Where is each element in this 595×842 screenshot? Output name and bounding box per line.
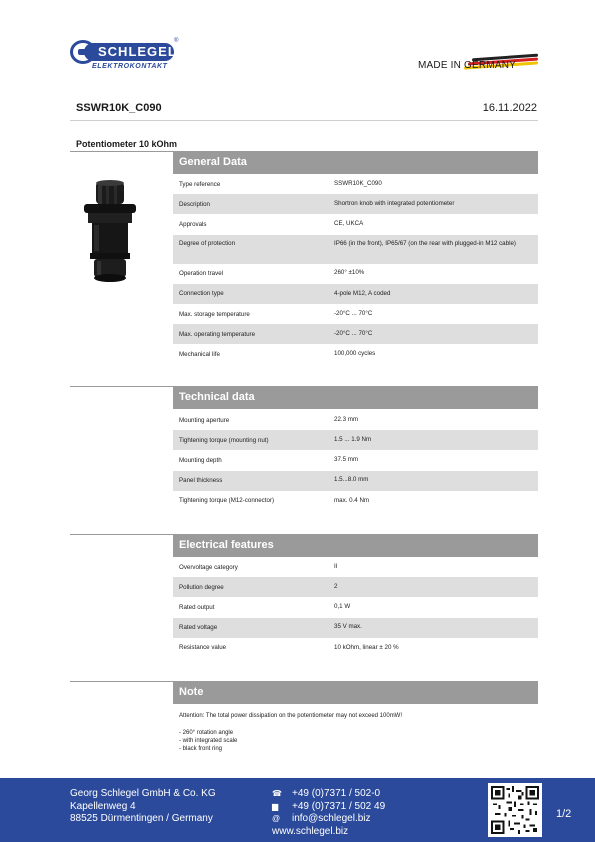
made-in-label: MADE IN GERMANY — [418, 60, 517, 71]
row-value: -20°C ... 70°C — [334, 330, 373, 338]
note-attention: Attention: The total power dissipation on the potentiometer may not exceed 100mW! — [179, 713, 403, 719]
fax-icon: ▆ — [272, 801, 279, 811]
table-row — [173, 264, 538, 284]
row-value: 1.5 ... 1.9 Nm — [334, 436, 372, 444]
row-key: Connection type — [179, 290, 224, 298]
table-row — [173, 450, 538, 470]
table-row — [173, 214, 538, 234]
list-item: - 260° rotation angle — [179, 730, 234, 736]
fax-number: +49 (0)7371 / 502 49 — [292, 800, 386, 812]
row-value: CE, UKCA — [334, 220, 364, 228]
table-row — [173, 284, 538, 304]
row-key: Mechanical life — [179, 350, 220, 358]
row-key: Max. storage temperature — [179, 310, 250, 318]
phone-icon: ☎ — [272, 789, 282, 798]
table-row — [173, 194, 538, 214]
page-number: 1/2 — [556, 808, 572, 820]
row-value: max. 0.4 Nm — [334, 496, 370, 504]
table-row — [173, 174, 538, 194]
row-value: 1.5...8.0 mm — [334, 476, 369, 484]
company-street: Kapellenweg 4 — [70, 800, 136, 812]
document-date: 16.11.2022 — [482, 102, 537, 114]
row-value: II — [334, 562, 338, 570]
table-row — [173, 491, 538, 511]
row-value: 35 V max. — [334, 623, 362, 631]
row-key: Tightening torque (M12-connector) — [179, 497, 275, 505]
email-icon: @ — [272, 814, 281, 823]
row-key: Approvals — [179, 220, 207, 228]
company-address — [70, 788, 216, 826]
logo-wordmark: SCHLEGEL — [84, 43, 174, 61]
row-key: Mounting aperture — [179, 416, 230, 424]
website-link[interactable]: www.schlegel.biz — [272, 825, 349, 837]
row-key: Type reference — [179, 180, 221, 188]
row-value: 10 kOhm, linear ± 20 % — [334, 643, 399, 651]
general-data-table — [173, 174, 538, 365]
company-city: 88525 Dürmentingen / Germany — [70, 813, 213, 824]
row-value: IP66 (in the front), IP65/67 (on the rear with plugged-in M12 cable) — [334, 239, 516, 247]
table-row — [173, 597, 538, 617]
technical-data-table — [173, 410, 538, 511]
row-value: 0,1 W — [334, 603, 351, 611]
product-title: Potentiometer 10 kOhm — [76, 139, 178, 149]
table-row — [173, 235, 538, 264]
section-note-header: Note — [173, 681, 538, 704]
schlegel-logo — [70, 38, 180, 74]
row-key: Degree of protection — [179, 239, 236, 247]
table-row — [173, 471, 538, 491]
row-key: Overvoltage category — [179, 563, 238, 571]
qr-code-image — [488, 783, 542, 837]
row-value: Shortron knob with integrated potentiometer — [334, 200, 455, 208]
row-value: -20°C ... 70°C — [334, 309, 373, 317]
company-name: Georg Schlegel GmbH & Co. KG — [70, 788, 216, 799]
row-key: Tightening torque (mounting nut) — [179, 436, 269, 444]
row-value: 22.3 mm — [334, 415, 359, 423]
row-key: Panel thickness — [179, 477, 223, 485]
section-general-header: General Data — [173, 151, 538, 174]
row-key: Max. operating temperature — [179, 330, 256, 338]
table-row — [173, 618, 538, 638]
phone-number[interactable]: +49 (0)7371 / 502-0 — [292, 788, 381, 799]
row-value: 37.5 mm — [334, 456, 359, 464]
row-key: Resistance value — [179, 644, 227, 652]
note-left-rule — [70, 681, 173, 682]
row-key: Description — [179, 200, 210, 208]
company-contact — [272, 788, 385, 838]
logo-registered-mark: ® — [174, 38, 179, 44]
table-row — [173, 557, 538, 577]
row-key: Mounting depth — [179, 456, 222, 464]
table-row — [173, 410, 538, 430]
section-technical-header: Technical data — [173, 386, 538, 409]
table-row — [173, 577, 538, 597]
section-electrical-header: Electrical features — [173, 534, 538, 557]
header-divider — [70, 120, 538, 121]
technical-left-rule — [70, 386, 173, 387]
row-value: 2 — [334, 583, 338, 591]
row-key: Operation travel — [179, 270, 224, 278]
email-link[interactable]: info@schlegel.biz — [292, 813, 371, 824]
electrical-left-rule — [70, 534, 173, 535]
row-value: 260° ±10% — [334, 269, 365, 277]
list-item: - black front ring — [179, 746, 223, 753]
article-number: SSWR10K_C090 — [76, 102, 162, 114]
logo-subtitle: ELEKTROKONTAKT — [92, 63, 168, 70]
table-row — [173, 344, 538, 364]
list-item: - with integrated scale — [179, 738, 238, 745]
electrical-data-table — [173, 557, 538, 658]
row-value: SSWR10K_C090 — [334, 179, 382, 187]
row-value: 100,000 cycles — [334, 350, 376, 358]
table-row — [173, 304, 538, 324]
row-key: Pollution degree — [179, 583, 224, 591]
general-left-rule — [70, 151, 173, 152]
row-key: Rated voltage — [179, 624, 218, 632]
table-row — [173, 638, 538, 658]
product-knob-image — [70, 178, 150, 288]
note-bullet-list — [179, 729, 237, 753]
row-key: Rated output — [179, 603, 215, 611]
table-row — [173, 430, 538, 450]
table-row — [173, 324, 538, 344]
row-value: 4-pole M12, A coded — [334, 289, 391, 297]
